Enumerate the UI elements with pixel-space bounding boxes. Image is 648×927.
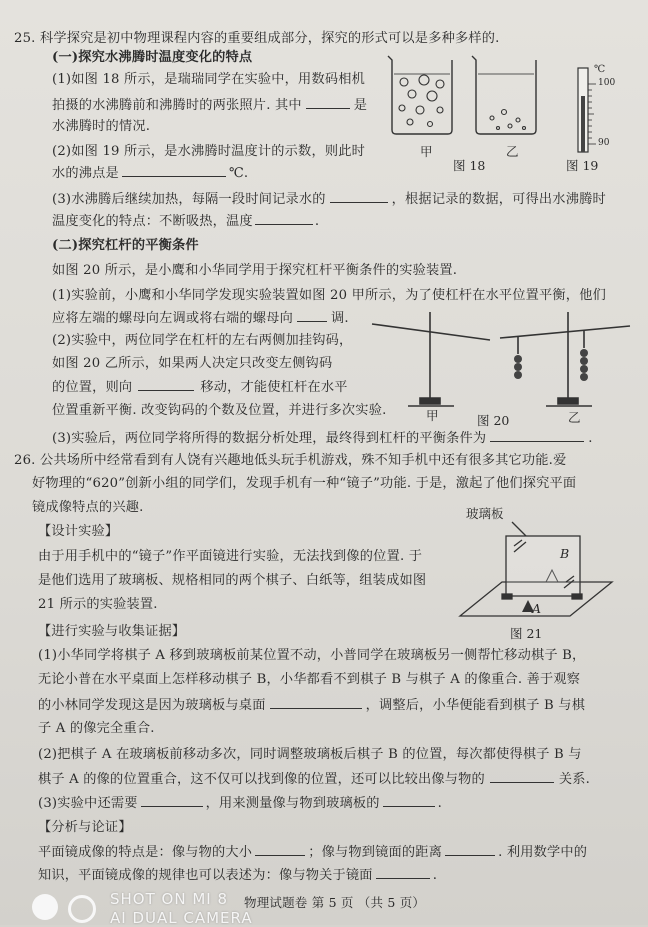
- design-header: 【设计实验】: [38, 524, 119, 539]
- q25-p1-line2: [52, 96, 367, 115]
- answer-blank: [445, 843, 495, 856]
- text: 棋子 A 的像的位置重合，这不仅可以找到像的位置，还可以比较出像与物的: [38, 772, 485, 787]
- lever-p1-line2: [52, 309, 349, 328]
- text: ℃.: [228, 166, 249, 181]
- text: .: [437, 796, 443, 811]
- exp-p2-line1: (2)把棋子 A 在玻璃板前移动多次，同时调整玻璃板后棋子 B 的位置，每次都使得棋子 B 与: [38, 747, 582, 762]
- q26-line2: 好物理的“620”创新小组的同学们，发现手机有一种“镜子”功能. 于是，激起了他们探究平面: [32, 476, 577, 491]
- lever-p2-line1: (2)实验中，两位同学在杠杆的左右两侧加挂钩码，: [52, 333, 353, 348]
- text: 的位置，则向: [52, 380, 133, 395]
- watermark-line2: AI DUAL CAMERA: [110, 909, 253, 927]
- lever-p2-line2: 如图 20 乙所示，如果两人决定只改变左侧钩码: [52, 356, 333, 371]
- q25-p1-line1: (1)如图 18 所示，是瑞瑞同学在实验中，用数码相机: [52, 72, 365, 87]
- text: 的小林同学发现这是因为玻璃板与桌面: [38, 698, 266, 713]
- q26-line3: 镜成像特点的兴趣.: [32, 500, 144, 515]
- answer-blank: [490, 770, 554, 783]
- fig18-yi-label: 乙: [506, 144, 519, 159]
- text: 关系.: [558, 772, 591, 787]
- exp-p3: [38, 794, 442, 813]
- text: 平面镜成像的特点是：像与物的大小: [38, 845, 253, 860]
- text: 拍摄的水沸腾前和沸腾时的两张照片. 其中: [52, 98, 302, 113]
- fig21-glass-label: 玻璃板: [466, 506, 504, 521]
- analysis-line2: [38, 866, 437, 885]
- lever-intro: 如图 20 所示，是小鹰和小华同学用于探究杠杆平衡条件的实验装置.: [52, 263, 458, 278]
- design-line3: 21 所示的实验装置.: [38, 597, 158, 612]
- fig19-tick-90: 90: [598, 138, 610, 148]
- answer-blank: [330, 190, 388, 203]
- experiment-header: 【进行实验与收集证据】: [38, 624, 186, 639]
- q25-p2-line2: [52, 164, 248, 183]
- answer-blank: [141, 794, 203, 807]
- fig21-caption: 图 21: [510, 626, 543, 641]
- lever-p1-line1: (1)实验前，小鹰和小华同学发现实验装置如图 20 甲所示，为了使杠杆在水平位置平衡，他们: [52, 288, 606, 303]
- exp-p1-line3: [38, 696, 585, 715]
- q26-line1: 26. 公共场所中经常看到有人饶有兴趣地低头玩手机游戏，殊不知手机中还有很多其它功能.爱: [14, 453, 567, 468]
- watermark-ring-icon: [68, 895, 96, 923]
- exp-p2-line2: [38, 770, 590, 789]
- text: (3)水沸腾后继续加热，每隔一段时间记录水的: [52, 192, 326, 207]
- fig18-jia-label: 甲: [420, 144, 433, 159]
- design-line2: 是他们选用了玻璃板、规格相同的两个棋子、白纸等，组装成如图: [38, 573, 427, 588]
- text: 是: [353, 98, 368, 113]
- section-boiling-title: (一)探究水沸腾时温度变化的特点: [52, 50, 253, 65]
- answer-blank: [297, 309, 327, 322]
- text: 水的沸点是: [52, 166, 119, 181]
- exp-p1-line2: 无论小普在水平桌面上怎样移动棋子 B，小华都看不到棋子 B 与棋子 A 的像重合. 善于观察: [38, 672, 581, 687]
- lever-p2-line3: [52, 378, 348, 397]
- text: 应将左端的螺母向左调或将右端的螺母向: [52, 311, 293, 326]
- text: ，调整后，小华便能看到棋子 B 与棋: [365, 698, 586, 713]
- text: ；像与物到镜面的距离: [308, 845, 443, 860]
- section-lever-title: (二)探究杠杆的平衡条件: [52, 238, 199, 253]
- analysis-line1: [38, 843, 587, 862]
- design-line1: 由于用手机中的“镜子”作平面镜进行实验，无法找到像的位置. 于: [38, 549, 423, 564]
- text: 知识，平面镜成像的规律也可以表述为：像与物关于镜面: [38, 868, 373, 883]
- fig21-piece-a-label: A: [532, 601, 542, 616]
- answer-blank: [122, 164, 226, 177]
- q25-p2-line1: (2)如图 19 所示，是水沸腾时温度计的示数，则此时: [52, 144, 365, 159]
- exp-p1-line1: (1)小华同学将棋子 A 移到玻璃板前某位置不动，小普同学在玻璃板另一侧帮忙移动棋子 B，: [38, 648, 586, 663]
- text: .: [314, 214, 320, 229]
- text: ，用来测量像与物到玻璃板的: [205, 796, 380, 811]
- answer-blank: [270, 696, 362, 709]
- fig20-caption: 图 20: [477, 413, 510, 428]
- fig18-caption: 图 18: [453, 158, 486, 173]
- answer-blank: [255, 843, 305, 856]
- analysis-header: 【分析与论证】: [38, 820, 132, 835]
- figure-20-levers: [368, 302, 638, 414]
- answer-blank: [255, 212, 313, 225]
- text: .: [588, 431, 593, 446]
- q25-p3-line1: [52, 190, 606, 209]
- answer-blank: [306, 96, 350, 109]
- text: (3)实验中还需要: [38, 796, 138, 811]
- figure-18-beakers: [384, 48, 544, 148]
- q25-p3-line2: [52, 212, 319, 231]
- text: 调.: [330, 311, 349, 326]
- answer-blank: [490, 429, 584, 442]
- q25-intro: 25. 科学探究是初中物理课程内容的重要组成部分，探究的形式可以是多种多样的.: [14, 31, 500, 46]
- fig19-unit: ℃: [594, 64, 606, 75]
- fig20-jia-label: 甲: [426, 408, 439, 423]
- q25-p1-line3: 水沸腾时的情况.: [52, 119, 151, 134]
- text: 温度变化的特点：不断吸热，温度: [52, 214, 253, 229]
- fig20-yi-label: 乙: [568, 410, 581, 425]
- answer-blank: [138, 378, 194, 391]
- footer-page: 第 5 页: [311, 895, 354, 910]
- fig21-piece-b-label: B: [560, 546, 570, 561]
- fig19-caption: 图 19: [566, 158, 599, 173]
- watermark-dot-icon: [32, 894, 58, 920]
- page-footer: [244, 894, 425, 912]
- fig19-tick-100: 100: [598, 78, 616, 88]
- text: .: [432, 868, 438, 883]
- text: . 利用数学中的: [498, 845, 588, 860]
- answer-blank: [376, 866, 430, 879]
- footer-title: 物理试题卷: [244, 895, 308, 910]
- exp-p1-line4: 子 A 的像完全重合.: [38, 721, 155, 736]
- watermark-line1: SHOT ON MI 8: [110, 890, 229, 908]
- answer-blank: [383, 794, 435, 807]
- text: 移动，才能使杠杆在水平: [200, 380, 348, 395]
- text: (3)实验后，两位同学将所得的数据分析处理，最终得到杠杆的平衡条件为: [52, 431, 487, 446]
- text: ，根据记录的数据，可得出水沸腾时: [391, 192, 606, 207]
- lever-p2-line4: 位置重新平衡. 改变钩码的个数及位置，并进行多次实验.: [52, 403, 387, 418]
- footer-total: （共 5 页）: [357, 895, 426, 910]
- lever-p3: [52, 429, 593, 448]
